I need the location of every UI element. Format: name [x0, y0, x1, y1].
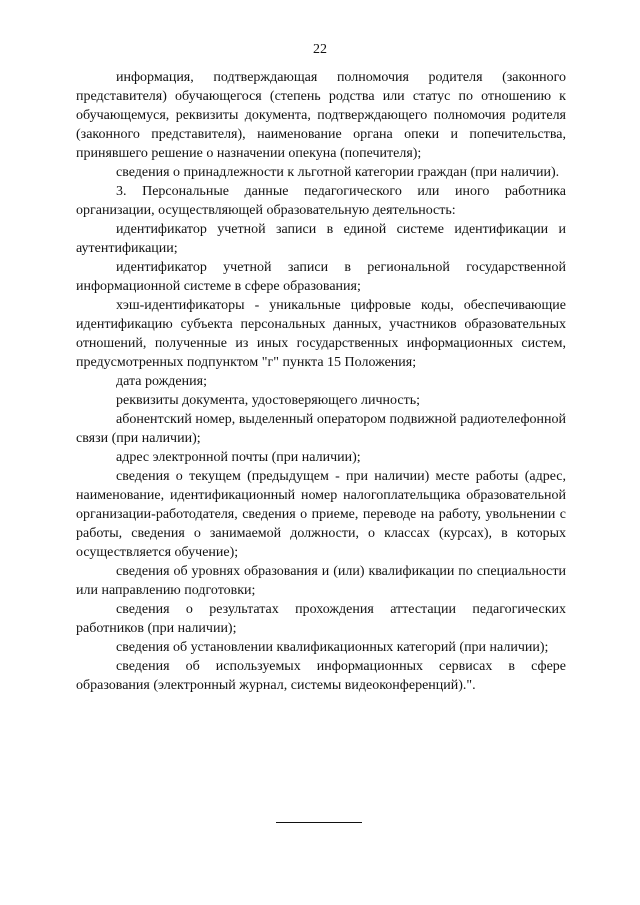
- paragraph-unified-id-account: идентификатор учетной записи в единой системе идентификации и аутентификации;: [76, 222, 566, 256]
- paragraph-education-levels: сведения об уровнях образования и (или) квалификации по специальности или направлению подготовки;: [76, 564, 566, 598]
- paragraph-hash-identifiers: хэш-идентификаторы - уникальные цифровые коды, обеспечивающие идентификацию субъекта персональных данных, участников образовательных отношений, полученные из иных государственных информационных систем, предусмотренных подпунктом "г" пункта 15 Положения;: [76, 298, 566, 370]
- paragraph-qualification-categories: сведения об установлении квалификационных категорий (при наличии);: [116, 640, 549, 655]
- paragraph-regional-id-account: идентификатор учетной записи в региональной государственной информационной системе в сфере образования;: [76, 260, 566, 294]
- paragraph-preferential-category: сведения о принадлежности к льготной категории граждан (при наличии).: [116, 165, 560, 180]
- paragraph-workplace-info: сведения о текущем (предыдущем - при наличии) месте работы (адрес, наименование, идентификационный номер налогоплательщика образовательной организации-работодателя, сведения о приеме, переводе на работу, увольнении с работы, сведения о занимаемой должности, о классах (курсах), в которых осуществляется обучение);: [76, 469, 566, 560]
- paragraph-identity-document: реквизиты документа, удостоверяющего личность;: [116, 393, 421, 408]
- page-number: 22: [313, 42, 327, 57]
- paragraph-attestation-results: сведения о результатах прохождения аттестации педагогических работников (при наличии);: [76, 602, 566, 636]
- end-of-document-rule: [276, 822, 362, 823]
- paragraph-birth-date: дата рождения;: [116, 374, 207, 389]
- paragraph-parent-authority-info: информация, подтверждающая полномочия родителя (законного представителя) обучающегося (степень родства или статус по отношению к обучающемуся, реквизиты документа, подтверждающего полномочия родителя (законного представителя), наименование органа опеки и попечительства, принявшего решение о назначении опекуна (попечителя);: [76, 70, 566, 161]
- document-body: [76, 68, 566, 695]
- paragraph-email: адрес электронной почты (при наличии);: [116, 450, 361, 465]
- paragraph-information-services: сведения об используемых информационных сервисах в сфере образования (электронный журнал, системы видеоконференций).".: [76, 659, 566, 693]
- paragraph-phone-number: абонентский номер, выделенный оператором подвижной радиотелефонной связи (при наличии);: [76, 412, 566, 446]
- paragraph-section-3-heading: 3. Персональные данные педагогического или иного работника организации, осуществляющей образовательную деятельность:: [76, 184, 566, 218]
